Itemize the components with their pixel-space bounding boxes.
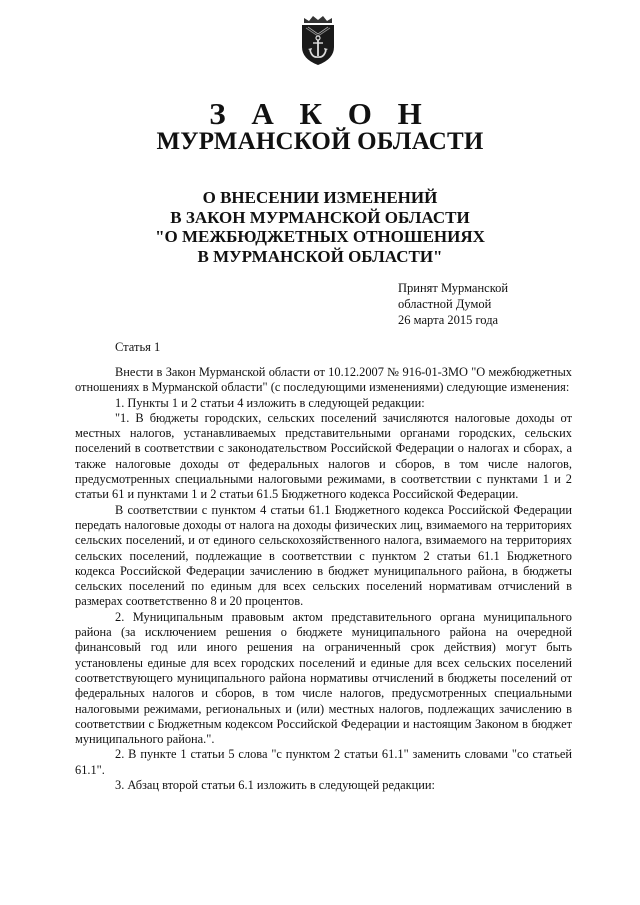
article-heading: Статья 1 [115,340,161,354]
coat-of-arms-emblem [298,14,338,66]
subject-line-4: В МУРМАНСКОЙ ОБЛАСТИ" [197,246,443,266]
subject-line-1: О ВНЕСЕНИИ ИЗМЕНЕНИЙ [202,188,438,207]
law-body-text [75,365,572,793]
paragraph-item-1: 1. Пункты 1 и 2 статьи 4 изложить в следующей редакции: [115,395,425,410]
adoption-line-2: областной Думой [398,297,492,311]
adoption-line-1: Принят Мурманской [398,281,509,295]
subject-line-3: "О МЕЖБЮДЖЕТНЫХ ОТНОШЕНИЯХ [155,227,485,246]
law-title-word: З А К О Н [209,96,431,131]
paragraph-item-3: 3. Абзац второй статьи 6.1 изложить в следующей редакции: [115,778,436,793]
paragraph-new-point-2: 2. Муниципальным правовым актом представительного органа муниципального района (за исключением решения о бюджете муниципального района на очередной финансовый год или иного решения на ограниченный срок действия) могут быть установлены единые для всех городских поселений и единые для всех сельских поселений соответствующего муниципального района нормативы отчислений в бюджеты поселений от федеральных налогов и сборов, в том числе налогов, предусмотренных специальными налоговыми режимами, региональных и (или) местных налогов, подлежащих зачислению в соответствии с Бюджетным кодексом Российской Федерации и настоящим Законом в бюджет муниципального района.". [75,609,572,747]
adoption-date: 26 марта 2015 года [398,313,499,327]
paragraph-item-2: 2. В пункте 1 статьи 5 слова "с пунктом 2 статьи 61.1" заменить словами "со статьей 61.1". [75,747,572,777]
adoption-note [398,280,508,328]
coat-of-arms-icon [298,14,338,66]
paragraph-new-point-1-part-2: В соответствии с пунктом 4 статьи 61.1 Бюджетного кодекса Российской Федерации передать налоговые доходы от налога на доходы физических лиц, взимаемого на территориях сельских поселений, и от единого сельскохозяйственного налога, взимаемого на территориях сельских поселений, подлежащие в соответствии с пунктом 2 статьи 61.1 Бюджетного кодекса Российской Федерации зачислению в бюджет муниципального района, в бюджеты сельских поселений по единым для всех сельских поселений нормативам отчислений в размерах соответственно 8 и 20 процентов. [75,502,572,609]
subject-line-2: В ЗАКОН МУРМАНСКОЙ ОБЛАСТИ [170,207,470,227]
paragraph-intro: Внести в Закон Мурманской области от 10.12.2007 № 916-01-ЗМО "О межбюджетных отношениях в Мурманской области" (с последующими изменениями) следующие изменения: [75,365,572,395]
paragraph-new-point-1: "1. В бюджеты городских, сельских поселений зачисляются налоговые доходы от местных налогов, устанавливаемых представительными органами городских, сельских поселений в соответствии с законодательством Российской Федерации о налогах и сборах, а также налоговые доходы от федеральных налогов и сборов, в том числе налогов, предусмотренных специальными налоговыми режимами, в соответствии с пунктами 1 и 2 статьи 61 и пунктами 1 и 2 статьи 61.5 Бюджетного кодекса Российской Федерации. [75,410,572,502]
law-title-region: МУРМАНСКОЙ ОБЛАСТИ [156,128,484,155]
law-subject-heading [0,188,640,266]
